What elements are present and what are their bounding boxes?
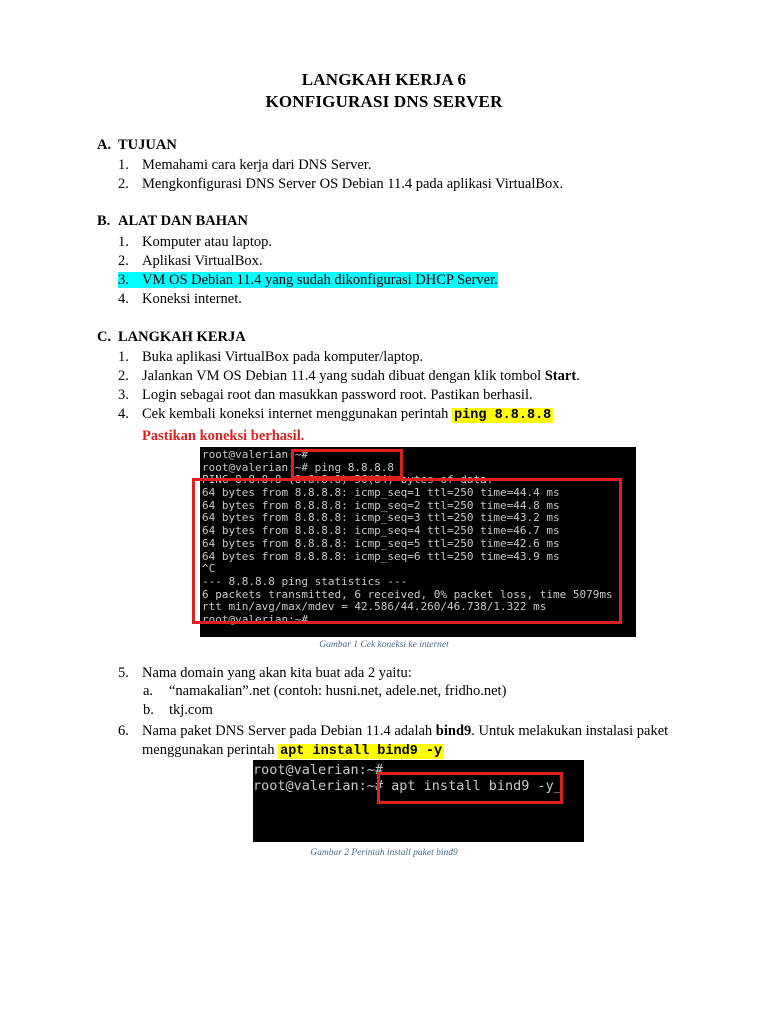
terminal-line: root@valerian:~# — [202, 612, 308, 626]
step-item: 3. Login sebagai root dan masukkan password root. Pastikan berhasil. — [118, 387, 533, 403]
terminal-line: PING 8.8.8.8 (8.8.8.8) 56(84) bytes of data. — [202, 473, 494, 487]
terminal-line: 64 bytes from 8.8.8.8: icmp_seq=1 ttl=250 time=44.4 ms — [202, 486, 560, 500]
terminal-line: 64 bytes from 8.8.8.8: icmp_seq=2 ttl=250 time=44.8 ms — [202, 498, 560, 512]
list-item: 4. Koneksi internet. — [118, 291, 242, 307]
step-item: 2. Jalankan VM OS Debian 11.4 yang sudah dibuat dengan klik tombol Start. — [118, 368, 580, 384]
success-note: Pastikan koneksi berhasil. — [142, 428, 305, 444]
section-a-heading: A. TUJUAN — [97, 137, 177, 153]
terminal-line: 64 bytes from 8.8.8.8: icmp_seq=5 ttl=250 time=42.6 ms — [202, 536, 560, 550]
list-item: 2. Mengkonfigurasi DNS Server OS Debian 11.4 pada aplikasi VirtualBox. — [118, 176, 564, 192]
step-item: 1. Buka aplikasi VirtualBox pada komputer/laptop. — [118, 349, 424, 365]
section-c-heading: C. LANGKAH KERJA — [97, 329, 246, 345]
terminal-line: root@valerian:~# ping 8.8.8.8 — [202, 460, 395, 474]
terminal-line: 6 packets transmitted, 6 received, 0% packet loss, time 5079ms — [202, 587, 613, 601]
ping-command: ping 8.8.8.8 — [454, 408, 552, 423]
document-title: LANGKAH KERJA 6 — [301, 70, 467, 89]
terminal-line: --- 8.8.8.8 ping statistics --- — [202, 574, 408, 588]
document-subtitle: KONFIGURASI DNS SERVER — [265, 92, 503, 111]
terminal-line: 64 bytes from 8.8.8.8: icmp_seq=6 ttl=250 time=43.9 ms — [202, 549, 560, 563]
terminal-line: rtt min/avg/max/mdev = 42.586/44.260/46.738/1.322 ms — [202, 600, 547, 614]
list-item: 1. Memahami cara kerja dari DNS Server. — [118, 157, 372, 173]
terminal-line: ^C — [202, 562, 216, 576]
sub-item: a. “namakalian”.net (contoh: husni.net, adele.net, fridho.net) — [143, 683, 507, 699]
terminal-line: root@valerian:~# — [202, 448, 308, 461]
terminal-line: root@valerian:~# apt install bind9 -y_ — [253, 778, 562, 794]
terminal-line: 64 bytes from 8.8.8.8: icmp_seq=3 ttl=250 time=43.2 ms — [202, 511, 560, 525]
list-item: 2. Aplikasi VirtualBox. — [118, 253, 263, 269]
figure-1-caption: Gambar 1 Cek koneksi ke internet — [319, 640, 449, 650]
step-item: 6. Nama paket DNS Server pada Debian 11.4 adalah bind9. Untuk melakukan instalasi paket — [118, 723, 669, 739]
section-b-heading: B. ALAT DAN BAHAN — [97, 213, 248, 229]
list-item-highlighted: 3. VM OS Debian 11.4 yang sudah dikonfigurasi DHCP Server. — [118, 272, 498, 288]
ping-output-highlight-box — [192, 478, 622, 624]
terminal-line: 64 bytes from 8.8.8.8: icmp_seq=4 ttl=250 time=46.7 ms — [202, 524, 560, 538]
step-item: 4. Cek kembali koneksi internet menggunakan perintah ping 8.8.8.8 — [118, 406, 552, 423]
figure-2-caption: Gambar 2 Perintah install paket bind9 — [310, 848, 458, 858]
apt-install-command: apt install bind9 -y — [280, 744, 443, 759]
ping-command-highlight-box — [291, 449, 403, 479]
sub-item: b. tkj.com — [143, 702, 213, 718]
list-item: 1. Komputer atau laptop. — [118, 234, 273, 250]
apt-command-highlight-box — [377, 772, 563, 804]
step-item-continuation: menggunakan perintah apt install bind9 -y — [142, 742, 443, 759]
terminal-line: root@valerian:~# — [253, 762, 384, 778]
step-item: 5. Nama domain yang akan kita buat ada 2 yaitu: — [118, 665, 412, 681]
